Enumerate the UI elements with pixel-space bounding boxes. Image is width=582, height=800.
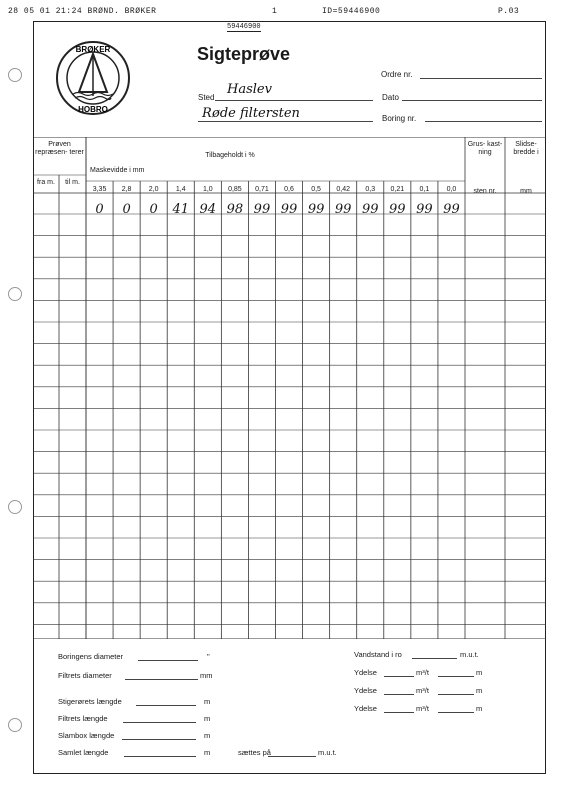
retained-value-0: 0	[95, 202, 104, 217]
retained-value-8: 99	[307, 202, 325, 217]
filt-dia-field[interactable]	[125, 679, 198, 680]
description-value: Røde filtersten	[202, 106, 300, 121]
saettes-unit: m.u.t.	[318, 748, 337, 757]
filt-l-unit: m	[204, 714, 211, 723]
retained-value-13: 99	[443, 202, 460, 217]
ydelse-unit-b-0: m	[476, 668, 483, 677]
sted-label: Sted	[198, 93, 215, 102]
boring-field[interactable]	[425, 121, 542, 122]
ordre-label: Ordre nr.	[381, 70, 413, 79]
mesh-size-1: 2,8	[121, 186, 132, 193]
saettes-field[interactable]	[268, 756, 316, 757]
dato-label: Dato	[382, 93, 399, 102]
saml-field[interactable]	[124, 756, 196, 757]
mesh-size-4: 1,0	[202, 186, 213, 193]
mesh-size-13: 0,0	[446, 186, 457, 193]
punch-hole	[8, 718, 22, 732]
boring-label: Boring nr.	[382, 114, 417, 123]
fax-header-mark: 1	[272, 7, 278, 16]
retained-value-11: 99	[389, 202, 406, 217]
document-number: 59446900	[227, 23, 261, 31]
til-header: til m.	[65, 179, 80, 186]
mesh-size-3: 1,4	[175, 186, 186, 193]
dato-field[interactable]	[402, 100, 542, 101]
page-title: Sigteprøve	[197, 44, 291, 64]
punch-hole	[8, 500, 22, 514]
sten-header: sten nr.	[473, 188, 497, 195]
ydelse-label-1: Ydelse	[354, 686, 377, 695]
slam-unit: m	[204, 731, 211, 740]
proven-header: Prøven repræsen- terer	[35, 141, 84, 156]
saml-unit: m	[204, 748, 211, 757]
ydelse-field-b-0[interactable]	[438, 676, 474, 677]
ydelse-unit-a-1: m³/t	[416, 686, 429, 695]
description-field[interactable]	[198, 121, 373, 122]
ydelse-unit-a-2: m³/t	[416, 704, 429, 713]
ydelse-field-b-1[interactable]	[438, 694, 474, 695]
ydelse-field-a-2[interactable]	[384, 712, 414, 713]
vand-field[interactable]	[412, 658, 457, 659]
sted-field[interactable]	[215, 100, 373, 101]
retained-value-1: 0	[122, 202, 131, 217]
retained-value-4: 94	[199, 202, 217, 217]
ydelse-label-2: Ydelse	[354, 704, 377, 713]
retained-value-7: 99	[280, 202, 298, 217]
ydelse-unit-b-1: m	[476, 686, 483, 695]
slam-label: Slambox længde	[58, 731, 115, 740]
ydelse-field-b-2[interactable]	[438, 712, 474, 713]
mesh-size-7: 0,6	[284, 186, 294, 193]
retained-value-3: 41	[172, 202, 189, 217]
fax-id: ID=59446900	[322, 7, 381, 16]
mesh-size-12: 0,1	[419, 186, 430, 193]
fax-page-number: P.03	[498, 7, 520, 16]
logo-text-bottom: HOBRO	[78, 105, 108, 114]
fax-header-text: 28 05 01 21:24 BRØND. BRØKER	[8, 7, 157, 16]
logo-text-top: BRØKER	[75, 45, 111, 54]
maske-header: Maskevidde i mm	[90, 167, 145, 174]
bor-dia-label: Boringens diameter	[58, 652, 124, 661]
ydelse-unit-a-0: m³/t	[416, 668, 429, 677]
stig-label: Stigerørets længde	[58, 697, 122, 706]
filt-l-field[interactable]	[123, 722, 196, 723]
retained-value-2: 0	[149, 202, 158, 217]
vand-unit: m.u.t.	[460, 650, 479, 659]
grus-header: Grus- kast- ning	[467, 141, 503, 156]
filt-dia-label: Filtrets diameter	[58, 671, 112, 680]
saml-label: Samlet længde	[58, 748, 109, 757]
broker-logo-icon	[55, 40, 131, 116]
mesh-size-8: 0,5	[311, 186, 321, 193]
mesh-size-6: 0,71	[255, 186, 269, 193]
mesh-size-9: 0,42	[336, 186, 350, 193]
mesh-size-10: 0,3	[365, 186, 376, 193]
stig-field[interactable]	[136, 705, 196, 706]
ydelse-field-a-1[interactable]	[384, 694, 414, 695]
filt-l-label: Filtrets længde	[58, 714, 108, 723]
ydelse-label-0: Ydelse	[354, 668, 377, 677]
retained-value-9: 99	[334, 202, 352, 217]
retained-value-10: 99	[361, 202, 379, 217]
mesh-size-5: 0,85	[228, 186, 242, 193]
mesh-size-2: 2,0	[148, 186, 159, 193]
retained-value-6: 99	[253, 202, 271, 217]
ordre-field[interactable]	[420, 78, 542, 79]
punch-hole	[8, 68, 22, 82]
retained-value-5: 98	[226, 202, 244, 217]
vand-label: Vandstand i ro	[354, 650, 402, 659]
stig-unit: m	[204, 697, 211, 706]
bor-dia-field[interactable]	[138, 660, 198, 661]
fra-header: fra m.	[37, 179, 55, 186]
slam-field[interactable]	[122, 739, 196, 740]
mm-header: mm	[520, 188, 532, 195]
retained-value-12: 99	[416, 202, 433, 217]
mesh-size-0: 3,35	[92, 186, 107, 193]
saettes-label: sættes på	[238, 748, 271, 757]
punch-hole	[8, 287, 22, 301]
slidse-header: Slidse- bredde i	[513, 141, 539, 156]
ydelse-field-a-0[interactable]	[384, 676, 414, 677]
filt-dia-unit: mm	[200, 671, 213, 680]
ydelse-unit-b-2: m	[476, 704, 483, 713]
sted-value: Haslev	[227, 82, 272, 97]
mesh-size-11: 0,21	[390, 186, 405, 193]
bor-dia-unit: "	[207, 652, 210, 661]
tilbage-header: Tilbageholdt i %	[205, 152, 255, 159]
